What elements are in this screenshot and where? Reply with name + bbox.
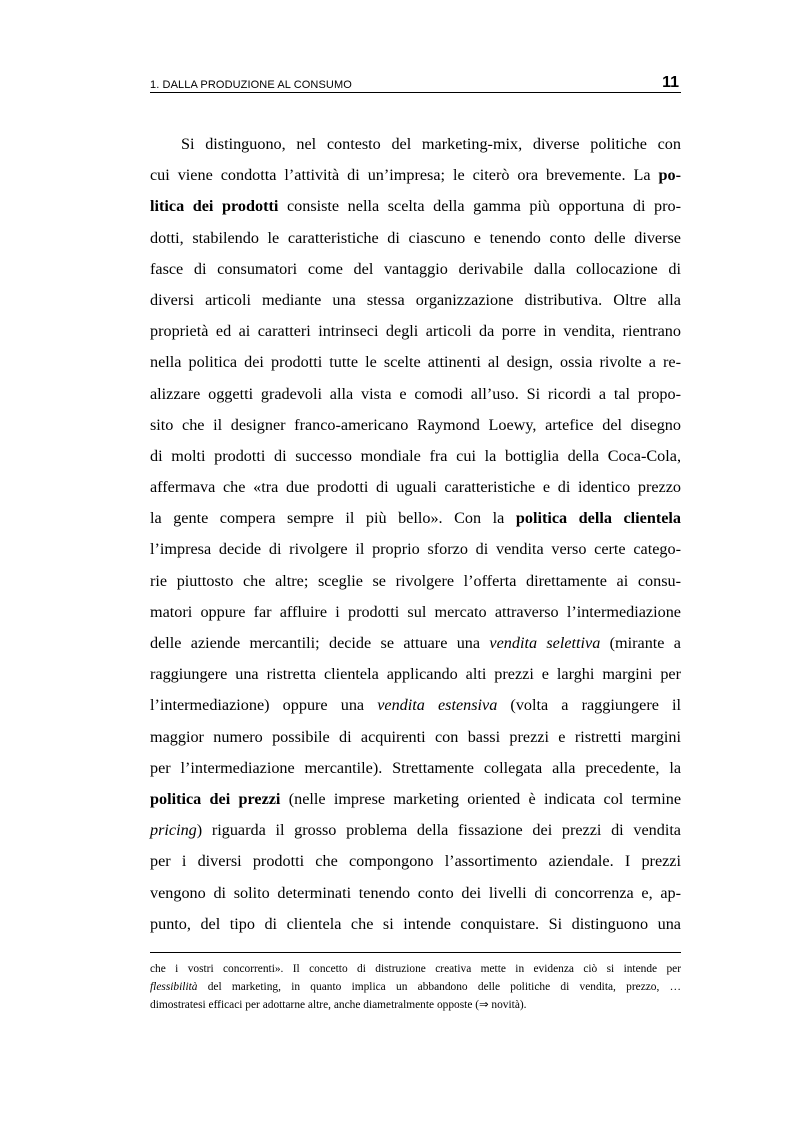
footnote-line: che i vostri concorrenti». Il concetto di distruzione creativa mette in evidenza ciò si intende per bbox=[150, 963, 681, 975]
text-line: rie piuttosto che altre; sceglie se rivolgere l’offerta direttamente ai consu- bbox=[150, 571, 681, 590]
text-line: la gente compera sempre il più bello». Con la politica della clientela bbox=[150, 509, 681, 528]
bold-term-politica-della-clientela: politica della clientela bbox=[515, 509, 681, 528]
text-line: pricing) riguarda il grosso problema della fissazione dei prezzi di vendita bbox=[150, 821, 681, 840]
text-line: Si distinguono, nel contesto del marketing-mix, diverse politiche con bbox=[181, 135, 681, 153]
footnote-separator bbox=[150, 952, 681, 953]
bold-term-politica-dei-prodotti: po- bbox=[658, 166, 681, 185]
text-line: l’intermediazione) oppure una vendita estensiva (volta a raggiungere il bbox=[150, 696, 681, 715]
text-line: sito che il designer franco-americano Raymond Loewy, artefice del disegno bbox=[150, 415, 681, 434]
text-line: alizzare oggetti gradevoli alla vista e comodi all’uso. Si ricordi a tal propo- bbox=[150, 384, 681, 403]
running-header bbox=[150, 74, 681, 93]
footnote-line: dimostratesi efficaci per adottarne altre, anche diametralmente opposte (⇒ novità). bbox=[150, 998, 527, 1011]
body-paragraph bbox=[150, 129, 681, 940]
text-line: matori oppure far affluire i prodotti sul mercato attraverso l’intermediazione bbox=[150, 602, 681, 621]
bold-term-politica-dei-prodotti: litica dei prodotti bbox=[150, 197, 279, 216]
footnote-line: flessibilità del marketing, in quanto implica un abbandono delle politiche di vendita, prezzo, … bbox=[150, 980, 681, 993]
text-line: raggiungere una ristretta clientela applicando alti prezzi e larghi margini per bbox=[150, 665, 681, 684]
text-line: maggior numero possibile di acquirenti con bassi prezzi e ristretti margini bbox=[150, 727, 681, 746]
text-line: politica dei prezzi (nelle imprese marketing oriented è indicata col termine bbox=[150, 789, 682, 808]
text-line: nella politica dei prodotti tutte le scelte attinenti al design, ossia rivolte a re- bbox=[150, 353, 681, 372]
text-line: per l’intermediazione mercantile). Strettamente collegata alla precedente, la bbox=[150, 758, 681, 777]
text-line: proprietà ed ai caratteri intrinseci degli articoli da porre in vendita, rientrano bbox=[150, 322, 681, 341]
text-line: vengono di solito determinati tenendo conto dei livelli di concorrenza e, ap- bbox=[150, 883, 681, 902]
italic-term-pricing: pricing bbox=[150, 821, 197, 840]
italic-term-vendita-selettiva: vendita selettiva bbox=[489, 634, 601, 652]
bold-term-politica-dei-prezzi: politica dei prezzi bbox=[150, 789, 281, 808]
chapter-title: 1. DALLA PRODUZIONE AL CONSUMO bbox=[150, 79, 352, 91]
text-line: fasce di consumatori come del vantaggio derivabile dalla collocazione di bbox=[150, 259, 681, 278]
text-line: di molti prodotti di successo mondiale fra cui la bottiglia della Coca-Cola, bbox=[150, 446, 681, 465]
italic-term-vendita-estensiva: vendita estensiva bbox=[377, 696, 498, 715]
text-line: diversi articoli mediante una stessa organizzazione distributiva. Oltre alla bbox=[150, 290, 681, 309]
text-line: punto, del tipo di clientela che si intende conquistare. Si distinguono una bbox=[150, 914, 681, 933]
text-line: delle aziende mercantili; decide se attuare una vendita selettiva (mirante a bbox=[150, 634, 681, 652]
text-line: l’impresa decide di rivolgere il proprio sforzo di vendita verso certe catego- bbox=[150, 540, 681, 559]
text-line: litica dei prodotti consiste nella scelta della gamma più opportuna di pro- bbox=[150, 197, 681, 216]
page-number: 11 bbox=[662, 74, 679, 91]
text-line: cui viene condotta l’attività di un’impresa; le citerò ora brevemente. La po- bbox=[150, 166, 681, 185]
text-line: per i diversi prodotti che compongono l’assortimento aziendale. I prezzi bbox=[150, 852, 681, 871]
footnote bbox=[150, 961, 681, 1014]
text-line: affermava che «tra due prodotti di uguali caratteristiche e di identico prezzo bbox=[150, 478, 681, 497]
italic-term-flessibilita: flessibilità bbox=[150, 980, 198, 993]
text-line: dotti, stabilendo le caratteristiche di ciascuno e tenendo conto delle diverse bbox=[150, 228, 681, 247]
